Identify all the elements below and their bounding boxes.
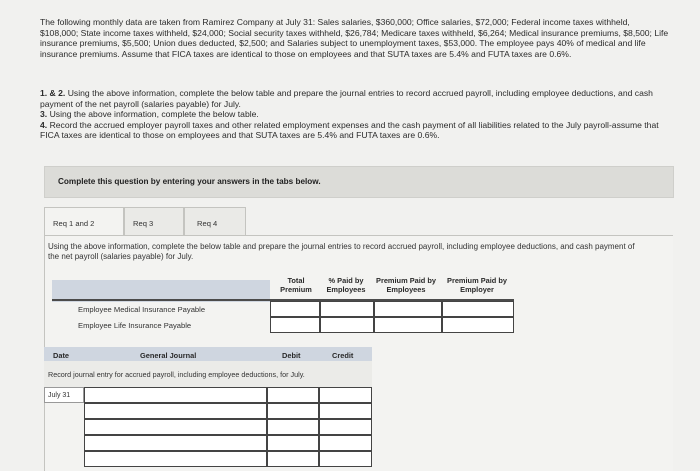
journal-credit-input-2[interactable] (319, 403, 372, 419)
medical-employee-input[interactable] (374, 301, 442, 317)
journal-account-input-5[interactable] (84, 451, 267, 467)
journal-credit-input-1[interactable] (319, 387, 372, 403)
journal-debit-input-3[interactable] (267, 419, 319, 435)
tab-req-4[interactable]: Req 4 (184, 207, 246, 235)
journal-general-header: General Journal (140, 351, 197, 360)
row-medical-insurance: Employee Medical Insurance Payable (78, 305, 206, 314)
header-total-premium: Total Premium (280, 276, 312, 294)
requirement-4: 4. Record the accrued employer payroll taxes and other related employment expenses and the cash payment of all liabilities related to the July payroll-assume that FICA taxes are identical to those on employees and that SUTA taxes are 5.4% and FUTA taxes are 0.6%. (40, 119, 659, 141)
journal-credit-input-3[interactable] (319, 419, 372, 435)
journal-credit-input-5[interactable] (319, 451, 372, 467)
life-employer-input[interactable] (442, 317, 514, 333)
requirement-1-2: 1. & 2. Using the above information, complete the below table and prepare the journal entries to record accrued payroll, including employee deductions, and cash payment of the net payroll (salaries payable) for July. (40, 88, 653, 109)
journal-description-box (44, 361, 372, 387)
journal-debit-input-2[interactable] (267, 403, 319, 419)
journal-credit-header: Credit (332, 351, 354, 360)
journal-account-input-4[interactable] (84, 435, 267, 451)
journal-description: Record journal entry for accrued payroll, including employee deductions, for July. (48, 370, 305, 379)
tab-req-1-and-2[interactable]: Req 1 and 2 (44, 207, 124, 235)
header-pct-paid: % Paid by Employees (326, 276, 366, 294)
journal-debit-input-4[interactable] (267, 435, 319, 451)
tab-req-3[interactable]: Req 3 (124, 207, 184, 235)
journal-debit-header: Debit (282, 351, 301, 360)
journal-debit-input-5[interactable] (267, 451, 319, 467)
journal-account-input-3[interactable] (84, 419, 267, 435)
journal-header (44, 347, 372, 361)
journal-debit-input-1[interactable] (267, 387, 319, 403)
journal-date-header: Date (53, 351, 70, 360)
header-premium-employees: Premium Paid by Employees (376, 276, 436, 294)
medical-pct-input[interactable] (320, 301, 374, 317)
instruction-banner (44, 166, 674, 198)
requirements-list (40, 88, 670, 141)
life-employee-input[interactable] (374, 317, 442, 333)
row-life-insurance: Employee Life Insurance Payable (78, 321, 192, 330)
journal-date-cell (44, 387, 84, 403)
medical-total-premium-input[interactable] (270, 301, 320, 317)
problem-intro: The following monthly data are taken from Ramirez Company at July 31: Sales salaries, $360,000; Office salaries, $72,000; Federal income taxes withheld, $108,000; State income taxes withheld, $24,000; Social security taxes withheld, $26,784; Medicare taxes withheld, $6,264; Medical insurance premiums, $8,500; Life insurance premiums, $5,500; Union dues deducted, $2,500; and Salaries subject to unemployment taxes, $53,000. The employee pays 40% of medical and life insurance premiums. Assume that FICA taxes are identical to those on employees and that SUTA taxes are 5.4% and FUTA taxes are 0.6%. (40, 17, 669, 59)
life-total-premium-input[interactable] (270, 317, 320, 333)
journal-account-input-2[interactable] (84, 403, 267, 419)
journal-account-input-1[interactable] (84, 387, 267, 403)
medical-employer-input[interactable] (442, 301, 514, 317)
requirement-3: 3. Using the above information, complete the below table. (40, 109, 259, 120)
tab-description: Using the above information, complete the below table and prepare the journal entries to record accrued payroll, including employee deductions, and cash payment of the net payroll (salaries payable) for July. (48, 242, 635, 261)
life-pct-input[interactable] (320, 317, 374, 333)
journal-credit-input-4[interactable] (319, 435, 372, 451)
journal-date-value: July 31 (48, 392, 71, 399)
instruction-text: Complete this question by entering your answers in the tabs below. (58, 177, 321, 186)
header-premium-employer: Premium Paid by Employer (447, 276, 507, 294)
